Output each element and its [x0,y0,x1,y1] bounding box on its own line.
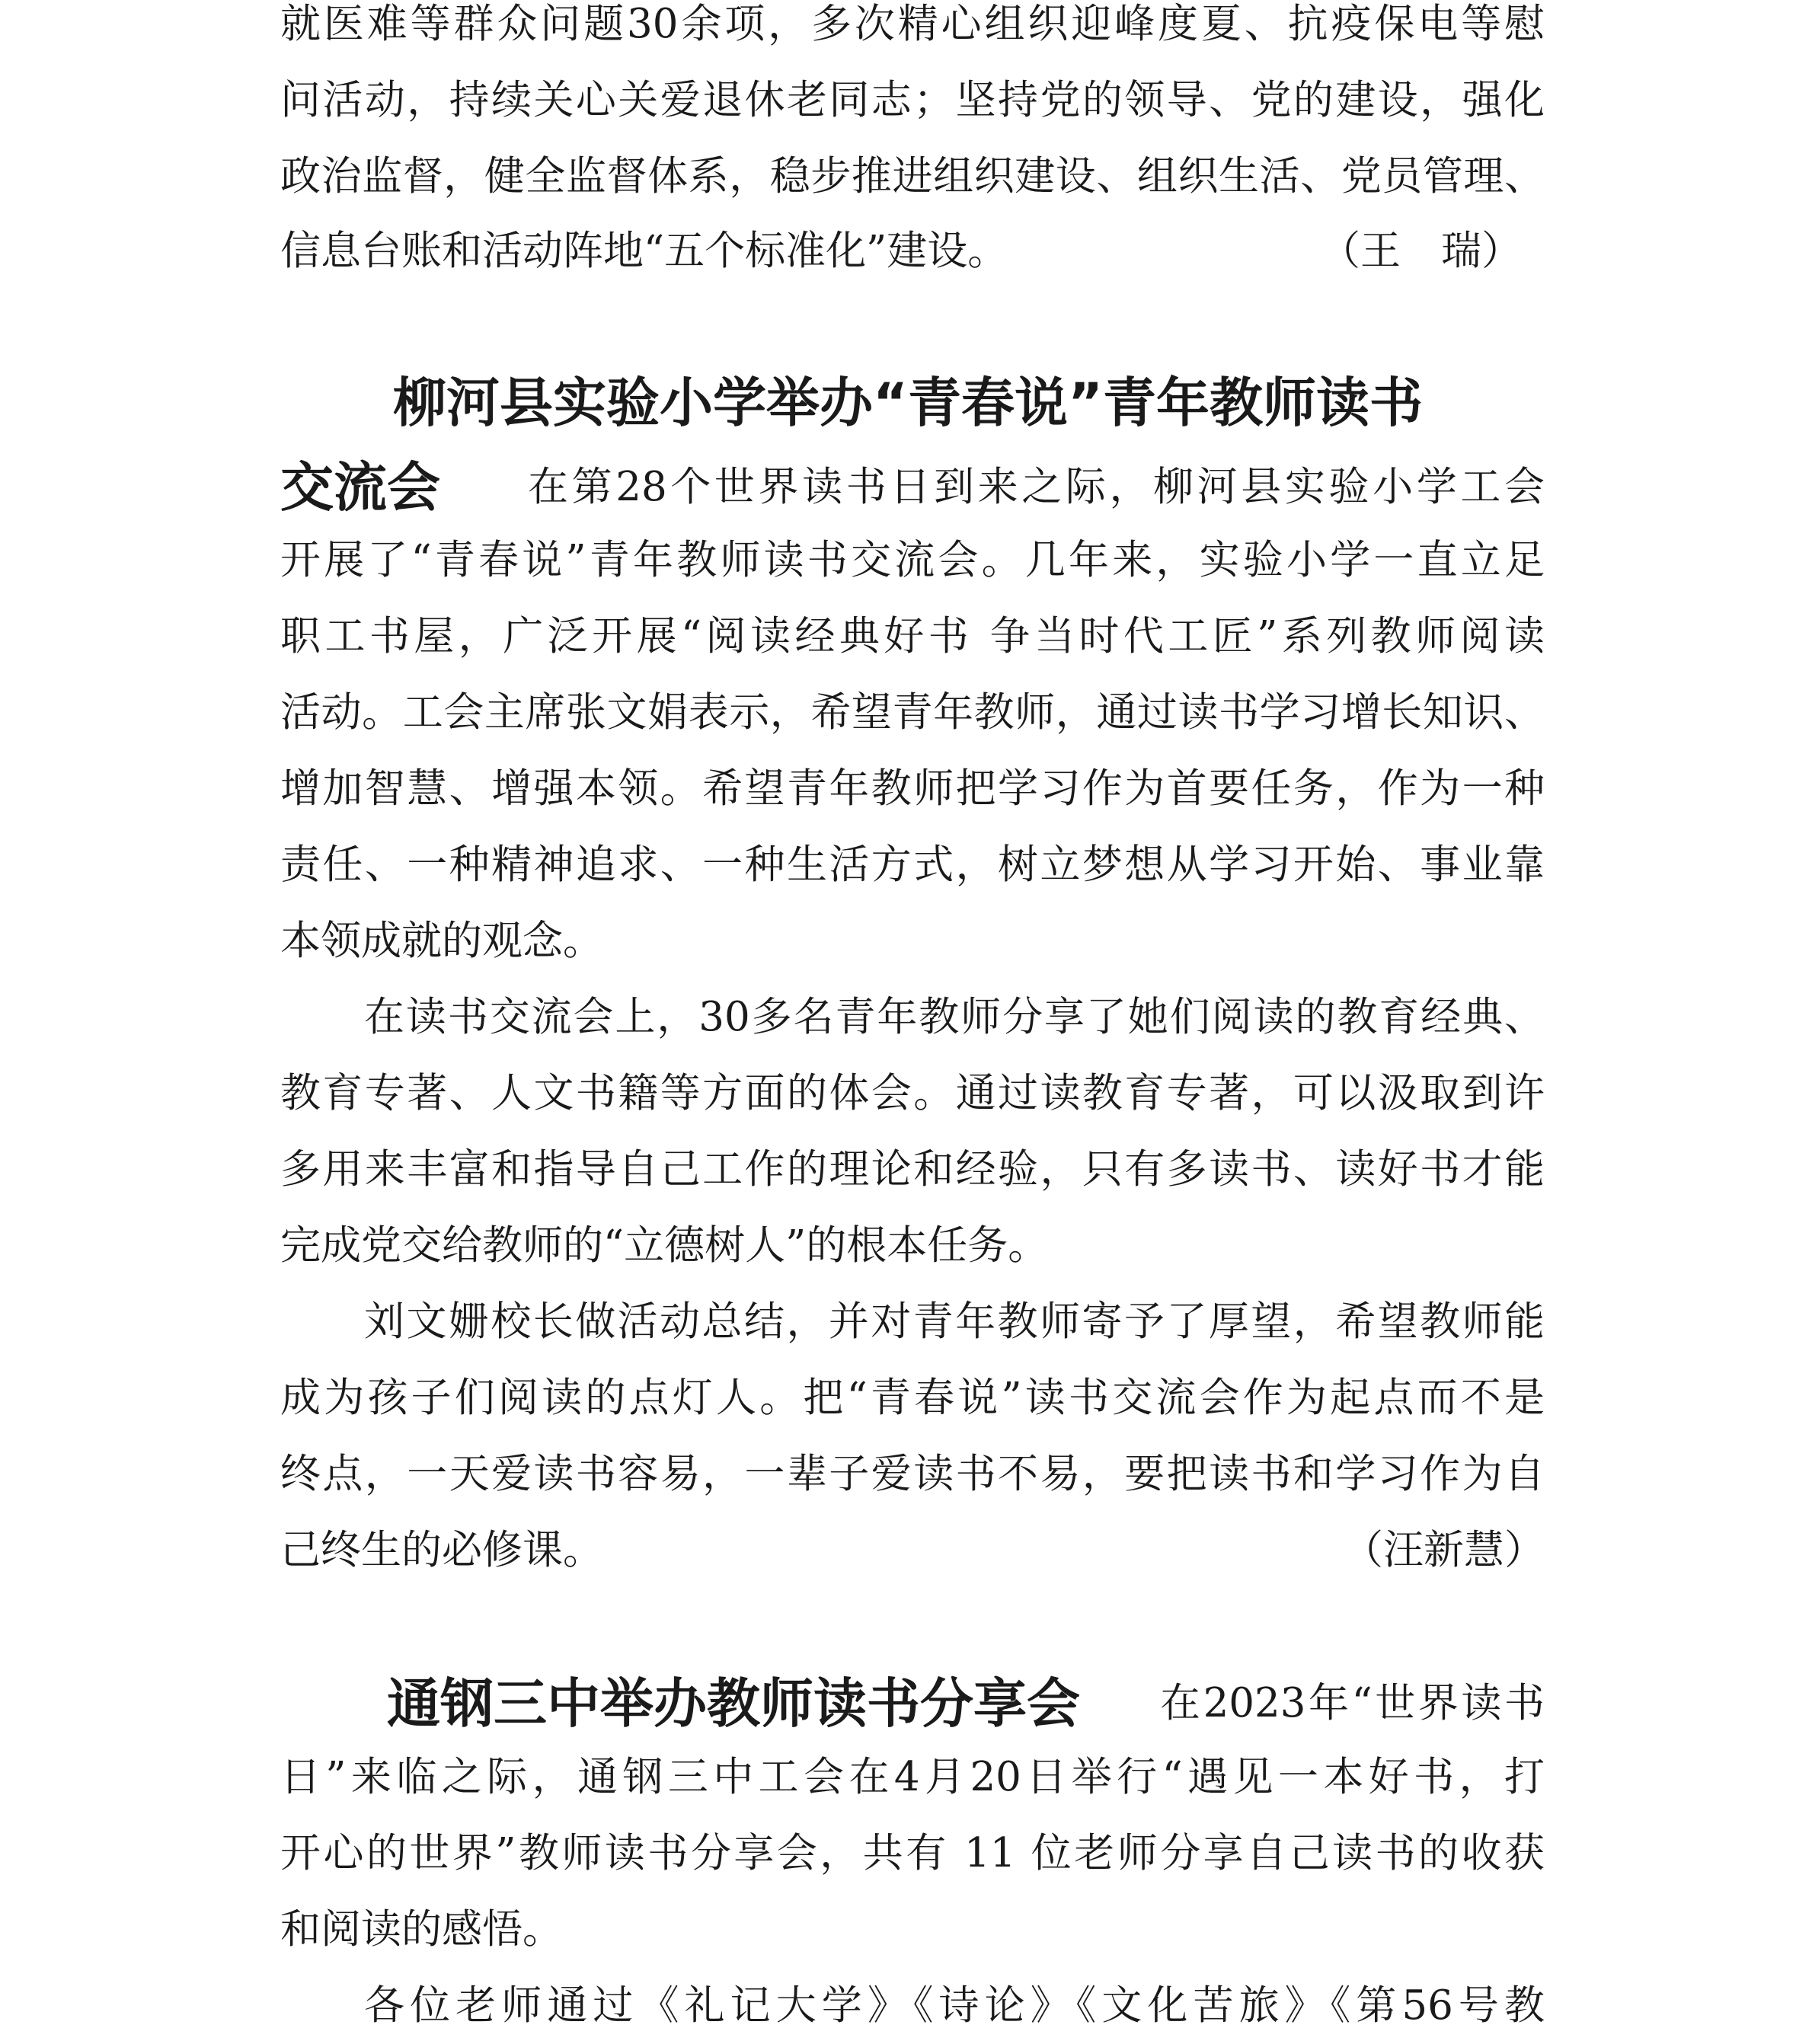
article1-line-3: 政治监督，健全监督体系，稳步推进组织建设、组织生活、党员管理、 [280,153,1545,200]
article1-byline: （王 瑞） [1320,228,1522,274]
article2-title-line-1: 柳河县实验小学举办“青春说”青年教师读书 [393,372,1424,434]
article2-p1-line-1: 在第28个世界读书日到来之际，柳河县实验小学工会 [528,464,1545,510]
article3-p1-line-1: 在2023年“世界读书 [1160,1680,1545,1726]
article1-line-4: 信息台账和活动阵地“五个标准化”建设。 [280,228,1008,274]
article2-p3-line-4: 己终生的必修课。 [280,1527,603,1573]
article2-p2-line-1: 在读书交流会上，30多名青年教师分享了她们阅读的教育经典、 [364,994,1545,1040]
article2-p1-line-2: 开展了“青春说”青年教师读书交流会。几年来，实验小学一直立足 [280,537,1545,583]
article3-p1-line-4: 和阅读的感悟。 [280,1906,563,1953]
article3-p1-line-2: 日”来临之际，通钢三中工会在4月20日举行“遇见一本好书，打 [280,1754,1545,1800]
article2-title-line-2: 交流会 [280,456,440,519]
article2-p3-line-2: 成为孩子们阅读的点灯人。把“青春说”读书交流会作为起点而不是 [280,1375,1545,1421]
article3-p2-line-1: 各位老师通过《礼记大学》《诗论》《文化苦旅》《第56号教 [364,1982,1545,2029]
article2-p1-line-5: 增加智慧、增强本领。希望青年教师把学习作为首要任务，作为一种 [280,765,1545,812]
article3-title: 通钢三中举办教师读书分享会 [387,1672,1080,1735]
article2-p1-line-7: 本领成就的观念。 [280,918,603,964]
article2-p2-line-4: 完成党交给教师的“立德树人”的根本任务。 [280,1222,1049,1269]
article1-line-2: 问活动，持续关心关爱退休老同志；坚持党的领导、党的建设，强化 [280,77,1545,123]
article2-p1-line-6: 责任、一种精神追求、一种生活方式，树立梦想从学习开始、事业靠 [280,842,1545,888]
article2-p1-line-4: 活动。工会主席张文娟表示，希望青年教师，通过读书学习增长知识、 [280,689,1545,736]
article3-title-row [387,1662,1149,1745]
article3-p1-line-3: 开心的世界”教师读书分享会，共有 11 位老师分享自己读书的收获 [280,1830,1545,1876]
article2-p2-line-3: 多用来丰富和指导自己工作的理论和经验，只有多读书、读好书才能 [280,1146,1545,1193]
article2-p1-line-3: 职工书屋，广泛开展“阅读经典好书 争当时代工匠”系列教师阅读 [280,613,1545,660]
article1-line-1: 就医难等群众问题30余项，多次精心组织迎峰度夏、抗疫保电等慰 [280,1,1545,47]
article2-byline: （汪新慧） [1343,1527,1545,1573]
article2-p3-line-3: 终点，一天爱读书容易，一辈子爱读书不易，要把读书和学习作为自 [280,1451,1545,1497]
article2-p3-line-1: 刘文姗校长做活动总结，并对青年教师寄予了厚望，希望教师能 [364,1298,1545,1345]
article2-p2-line-2: 教育专著、人文书籍等方面的体会。通过读教育专著，可以汲取到许 [280,1070,1545,1116]
